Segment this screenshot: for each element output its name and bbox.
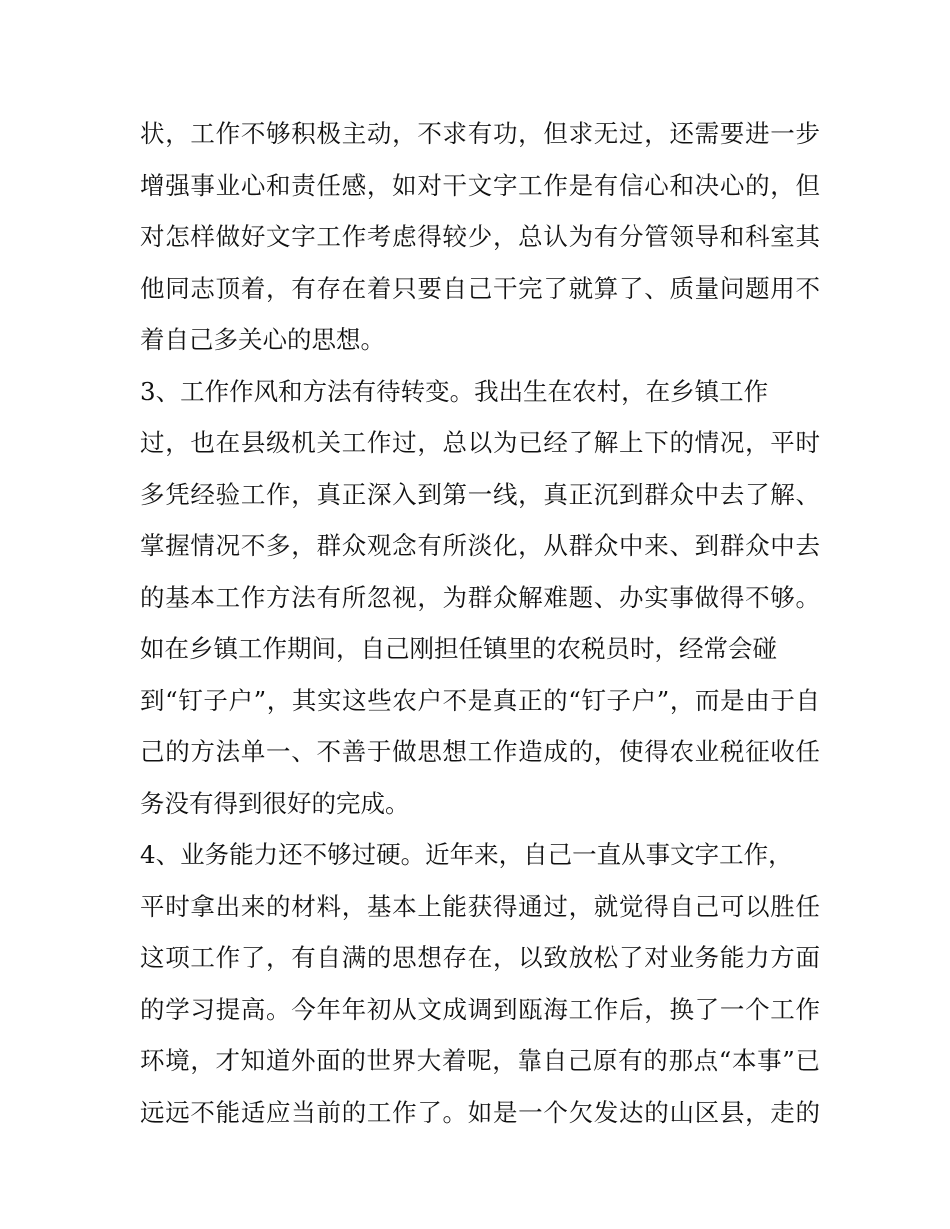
text-line: 他同志顶着，有存在着只要自己干完了就算了、质量问题用不 [140,273,820,303]
text-line: 对怎样做好文字工作考虑得较少，总认为有分管领导和科室其 [140,222,820,251]
text-line: 的基本工作方法有所忽视，为群众解难题、办实事做得不够。 [140,582,820,612]
text-line: 环境，才知道外面的世界大着呢，靠自己原有的那点“本事”已 [140,1046,820,1075]
text-line: 状，工作不够积极主动，不求有功，但求无过，还需要进一步 [140,119,820,148]
text-line: 的学习提高。今年年初从文成调到瓯海工作后，换了一个工作 [140,994,820,1024]
text-line: 己的方法单一、不善于做思想工作造成的，使得农业税征收任 [140,737,820,766]
text-line: 到“钉子户”，其实这些农户不是真正的“钉子户”，而是由于自 [140,685,820,715]
text-line: 远远不能适应当前的工作了。如是一个欠发达的山区县，走的 [140,1097,820,1127]
text-line: 掌握情况不多，群众观念有所淡化，从群众中来、到群众中去 [140,531,820,560]
text-line: 着自己多关心的思想。 [140,325,385,354]
text-line: 务没有得到很好的完成。 [140,788,410,818]
text-line: 增强事业心和责任感，如对干文字工作是有信心和决心的，但 [140,170,820,200]
section-heading-line: 3、工作作风和方法有待转变。我出生在农村，在乡镇工作 [140,376,769,406]
text-line: 过，也在县级机关工作过，总以为已经了解上下的情况，平时 [140,428,820,457]
text-line: 多凭经验工作，真正深入到第一线，真正沉到群众中去了解、 [140,479,820,509]
text-line: 平时拿出来的材料，基本上能获得通过，就觉得自己可以胜任 [140,891,820,921]
text-line: 这项工作了，有自满的思想存在，以致放松了对业务能力方面 [140,943,820,972]
text-line: 如在乡镇工作期间，自己刚担任镇里的农税员时，经常会碰 [140,634,777,663]
body-text [140,108,820,1138]
section-heading-line: 4、业务能力还不够过硬。近年来，自己一直从事文字工作， [140,840,793,869]
